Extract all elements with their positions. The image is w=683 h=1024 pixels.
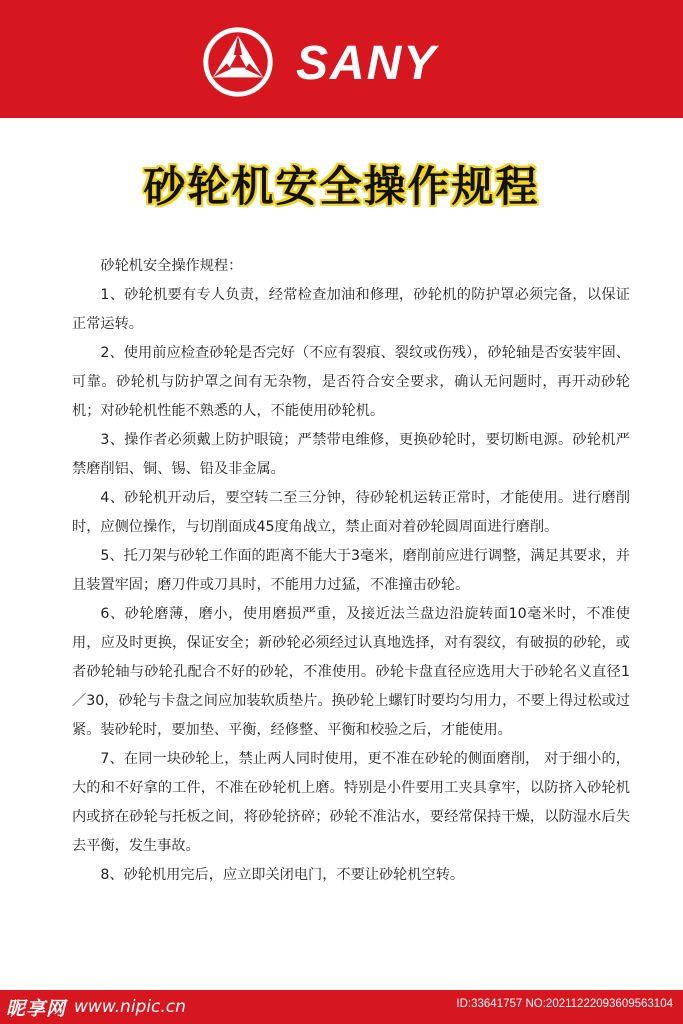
rule-item: 7、在同一块砂轮上，禁止两人同时使用，更不准在砂轮的侧面磨削， 对于细小的，大的和不好拿的工件，不准在砂轮机上磨。特别是小件要用工夹具拿牢，以防挤入砂轮机内或挤在砂轮与托板之间，将砂轮挤碎；砂轮不准沾水，要经常保持干燥，以防湿水后失去平衡，发生事故。 [72, 751, 630, 854]
rule-item: 6、砂轮磨薄，磨小，使用磨损严重，及接近法兰盘边沿旋转面10毫米时，不准使用，应及时更换，保证安全；新砂轮必须经过认真地选择，对有裂纹，有破损的砂轮，或者砂轮轴与砂轮孔配合不好的砂轮，不准使用。砂轮卡盘直径应选用大于砂轮名义直径1／30，砂轮与卡盘之间应加装软质垫片。换砂轮上螺钉时要均匀用力，不要上得过松或过紧。装砂轮时，要加垫、平衡，经修整、平衡和校验之后，才能使用。 [72, 606, 630, 738]
watermark [6, 995, 186, 1019]
intro-text: 砂轮机安全操作规程： [100, 258, 243, 274]
rule-item: 5、托刀架与砂轮工作面的距离不能大于3毫米，磨削前应进行调整，满足其要求，并且装置牢固；磨刀件或刀具时，不能用力过猛，不准撞击砂轮。 [72, 548, 630, 593]
rules-body [72, 252, 630, 890]
rule-item: 8、砂轮机用完后，应立即关闭电门，不要让砂轮机空转。 [100, 867, 465, 883]
brand-name: SANY [296, 37, 438, 90]
watermark-brand: 昵享网 [6, 997, 67, 1020]
header-banner [0, 0, 683, 118]
sany-triangle-logo-icon [203, 27, 273, 97]
page-title: 砂轮机安全操作规程 [143, 162, 540, 211]
rule-item: 4、砂轮机开动后，要空转二至三分钟，待砂轮机运转正常时，才能使用。进行磨削时，应侧位操作，与切削面成45度角战立，禁止面对着砂轮圆周面进行磨削。 [72, 490, 630, 535]
image-id: ID:33641757 NO:20211222093609563104 [456, 998, 673, 1010]
rule-item: 3、操作者必须戴上防护眼镜；严禁带电维修，更换砂轮时，要切断电源。砂轮机严禁磨削铝、铜、锡、铅及非金属。 [72, 432, 630, 477]
rule-item: 1、砂轮机要有专人负责，经常检查加油和修理，砂轮机的防护罩必须完备，以保证正常运转。 [72, 287, 630, 332]
watermark-url: www.nipic.cn [74, 997, 186, 1017]
rule-item: 2、使用前应检查砂轮是否完好（不应有裂痕、裂纹或伤残），砂轮轴是否安装牢固、可靠。砂轮机与防护罩之间有无杂物，是否符合安全要求，确认无问题时，再开动砂轮机；对砂轮机性能不熟悉的人，不能使用砂轮机。 [72, 345, 630, 419]
